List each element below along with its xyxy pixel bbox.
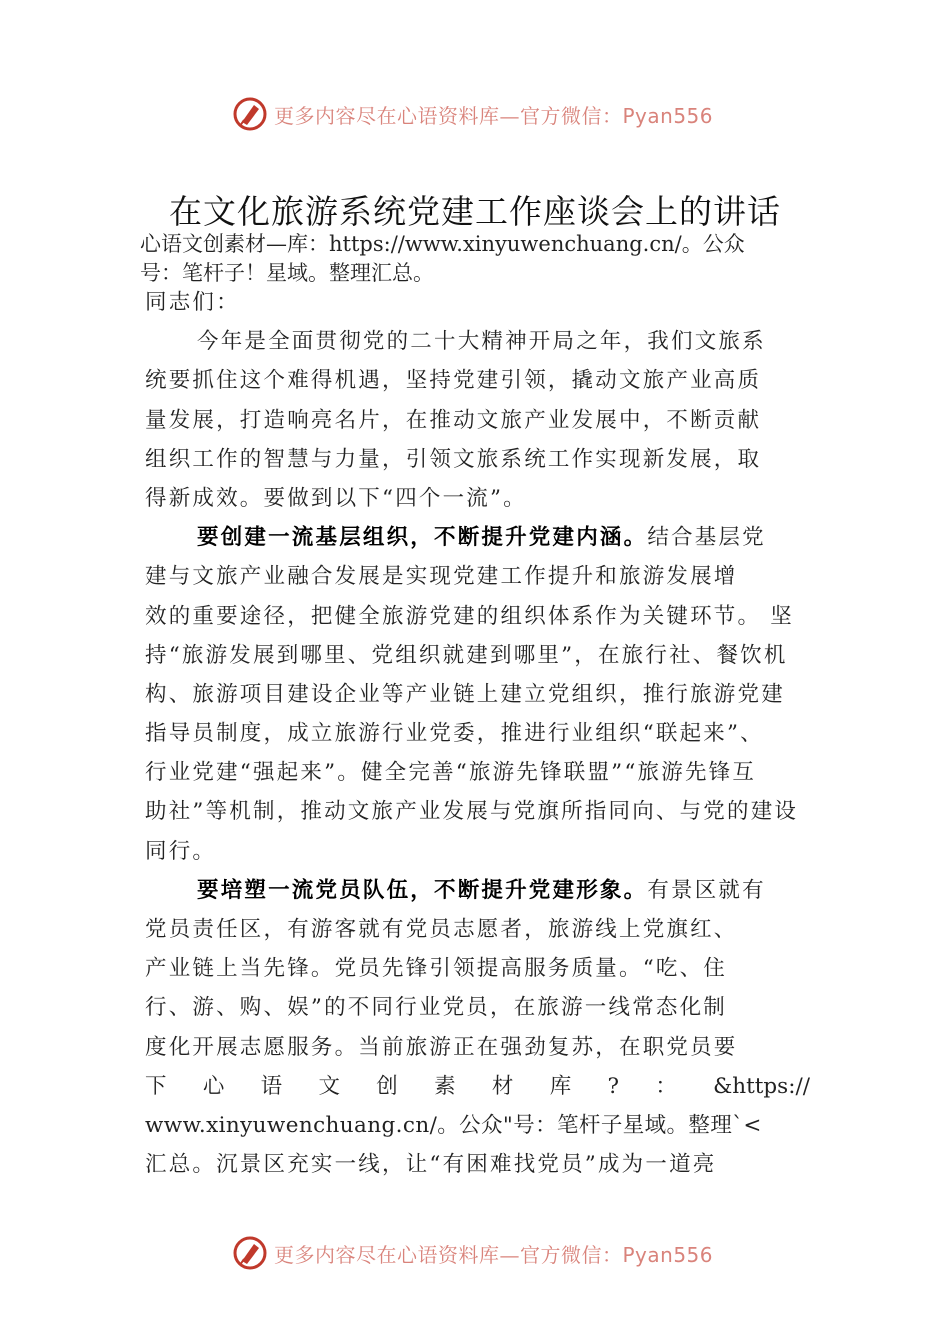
pen-logo-icon [232,96,268,132]
salutation: 同志们： [145,290,240,315]
banner-label: 官方微信： [520,103,623,128]
paragraph-3-line: 产业链上当先锋。党员先锋引领提高服务质量。“吃、住 [145,956,727,982]
paragraph-2-heading: 要创建一流基层组织，不断提升党建内涵。 [197,525,648,551]
banner-wechat-id: Pyan556 [622,103,714,128]
banner-prefix: 更多内容尽在心语资料库 [274,103,500,128]
paragraph-3-heading: 要培塑一流党员队伍，不断提升党建形象。 [197,877,648,903]
paragraph-2-line: 构、旅游项目建设企业等产业链上建立党组织，推行旅游党建 [145,681,785,707]
source-line-2: 号：笔杆子！星域。整理汇总。 [140,261,434,285]
paragraph-1-line: 得新成效。要做到以下“四个一流”。 [145,485,527,511]
paragraph-3-first-line [145,871,810,910]
banner-dash: — [499,103,520,128]
paragraph-2-line: 助社”等机制，推动文旅产业发展与党旗所指同向、与党的建设 [145,799,799,825]
paragraph-2-lead: 结合基层党 [647,525,766,551]
paragraph-3-line: 汇总。沉景区充实一线，让“有困难找党员”成为一道亮 [145,1152,717,1178]
banner-text [274,100,713,129]
paragraph-2-line: 同行。 [145,838,217,864]
banner-dash: — [499,1242,520,1267]
paragraph-1-line: 量发展，打造响亮名片，在推动文旅产业发展中，不断贡献 [145,407,762,433]
spaced-char: 下 [145,1073,167,1099]
paragraph-3-lead: 有景区就有 [647,877,766,903]
paragraph-2-line: 建与文旅产业融合发展是实现党建工作提升和旅游发展增 [145,564,738,590]
source-line-1: 心语文创素材—库：https://www.xinyuwenchuang.cn/。公众 [140,232,745,256]
spaced-char: ： [655,1073,677,1099]
banner-text [274,1239,713,1268]
paragraph-2-line: 持“旅游发展到哪里、党组织就建到哪里”，在旅行社、餐饮机 [145,642,788,668]
spaced-char: 素 [434,1073,456,1099]
spaced-line [145,1067,810,1106]
pen-logo-icon [232,1235,268,1271]
paragraph-2-first-line [145,518,810,557]
spaced-char: &https:// [713,1073,810,1099]
paragraph-1-line: 统要抓住这个难得机遇，坚持党建引领，撬动文旅产业高质 [145,368,762,394]
paragraph-3-line: 度化开展志愿服务。当前旅游正在强劲复苏，在职党员要 [145,1034,738,1060]
paragraph-2-line: 指导员制度，成立旅游行业党委，推进行业组织“联起来”、 [145,721,764,747]
document-body [145,283,810,1184]
spaced-char: 创 [376,1073,398,1099]
spaced-char: 心 [202,1073,225,1099]
paragraph-3-line: www.xinyuwenchuang.cn/。公众"号：笔杆子星域。整理`< [145,1112,762,1138]
paragraph-2-line: 效的重要途径，把健全旅游党建的组织体系作为关键环节。 坚 [145,603,794,629]
spaced-char: 库 [549,1073,572,1099]
footer-banner [232,1233,732,1273]
document-title: 在文化旅游系统党建工作座谈会上的讲话 [169,192,781,231]
banner-wechat-id: Pyan556 [622,1242,714,1267]
banner-label: 官方微信： [520,1242,623,1267]
paragraph-3-line: 党员责任区，有游客就有党员志愿者，旅游线上党旗红、 [145,917,738,942]
paragraph-3-line: 行、游、购、娱”的不同行业党员，在旅游一线常态化制 [145,995,727,1021]
header-banner [232,94,732,134]
banner-prefix: 更多内容尽在心语资料库 [274,1242,500,1267]
paragraph-1-line: 组织工作的智慧与力量，引领文旅系统工作实现新发展，取 [145,446,762,472]
spaced-char: ? [607,1073,620,1099]
paragraph-1-line: 今年是全面贯彻党的二十大精神开局之年，我们文旅系 [197,329,766,355]
paragraph-2-line: 行业党建“强起来”。健全完善“旅游先锋联盟”“旅游先锋互 [145,760,757,786]
spaced-char: 材 [491,1073,514,1099]
spaced-char: 文 [318,1073,340,1099]
spaced-char: 语 [260,1073,283,1099]
